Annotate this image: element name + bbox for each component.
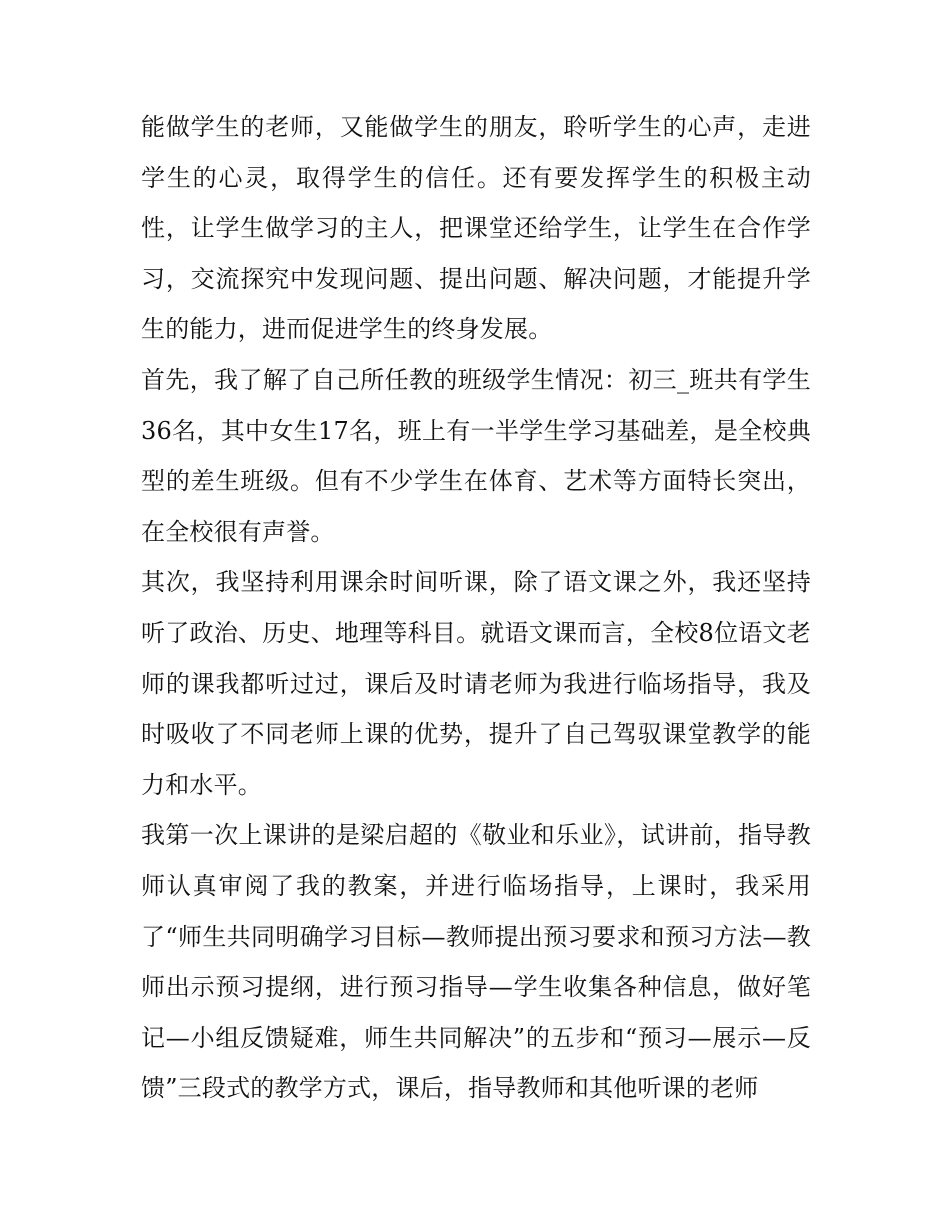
document-page [141, 102, 811, 1114]
paragraph-lesson-observation: 其次，我坚持利用课余时间听课，除了语文课之外，我还坚持听了政治、历史、地理等科目。就语文课而言，全校8位语文老师的课我都听过过，课后及时请老师为我进行临场指导，我及时吸收了不同老师上课的优势，提升了自己驾驭课堂教学的能力和水平。 [141, 568, 811, 799]
paragraph-class-situation: 首先，我了解了自己所任教的班级学生情况：初三_班共有学生36名，其中女生17名，班上有一半学生学习基础差，是全校典型的差生班级。但有不少学生在体育、艺术等方面特长突出，在全校很有声誉。 [141, 365, 811, 546]
paragraph-teacher-role: 能做学生的老师，又能做学生的朋友，聆听学生的心声，走进学生的心灵，取得学生的信任。还有要发挥学生的积极主动性，让学生做学习的主人，把课堂还给学生，让学生在合作学习，交流探究中发现问题、提出问题、解决问题，才能提升学生的能力，进而促进学生的终身发展。 [141, 113, 811, 344]
paragraph-first-lesson: 我第一次上课讲的是梁启超的《敬业和乐业》，试讲前，指导教师认真审阅了我的教案，并进行临场指导，上课时，我采用了“师生共同明确学习目标—教师提出预习要求和预习方法—教师出示预习提纲，进行预习指导—学生收集各种信息，做好笔记—小组反馈疑难，师生共同解决”的五步和“预习—展示—反馈”三段式的教学方式，课后，指导教师和其他听课的老师 [141, 821, 811, 1103]
